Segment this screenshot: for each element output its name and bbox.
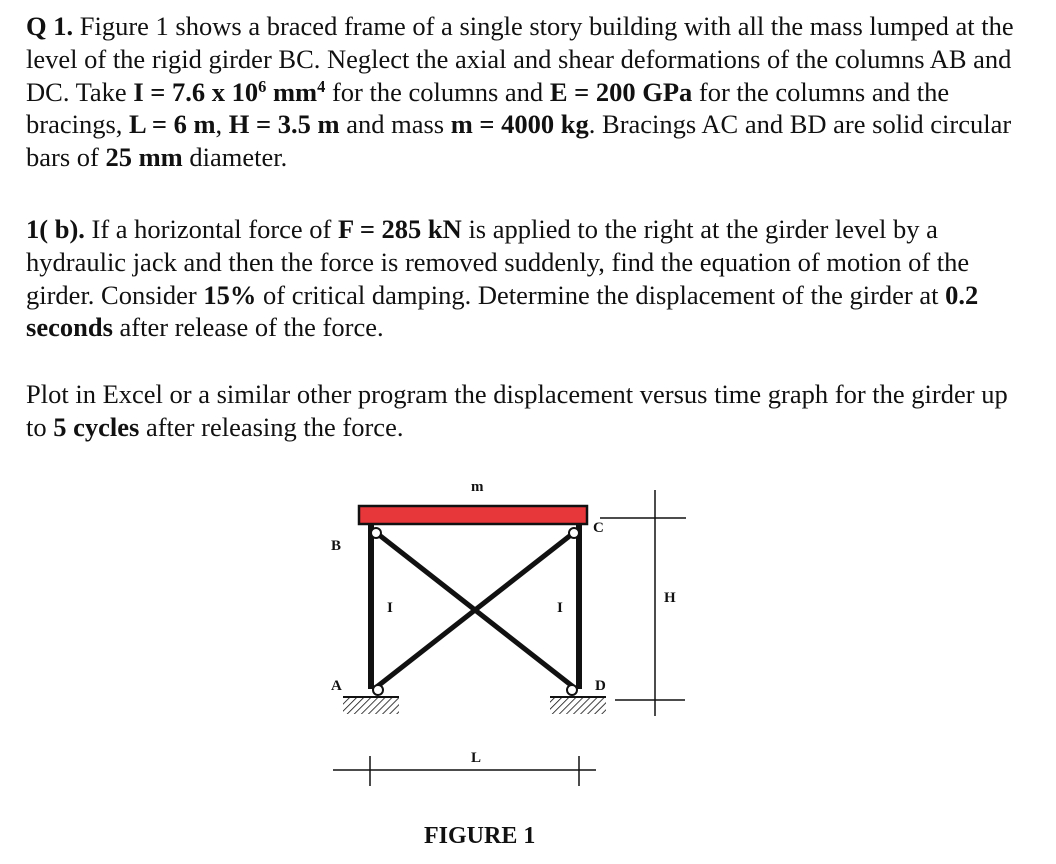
label-inertia-right: I (557, 600, 563, 616)
label-height: H (664, 590, 676, 606)
question-1b-paragraph: 1( b). If a horizontal force of F = 285 kN is applied to the right at the girder level by a hydraulic jack and then the force is removed suddenly, find the equation of motion of the girder. Consider 15% of critical damping. Determine the displacement of the girder at 0.2 seconds after release of the force. (26, 214, 979, 343)
column-ab (368, 524, 374, 689)
elastic-modulus-value: E = 200 GPa (549, 76, 693, 107)
mass-value: m = 4000 kg (450, 109, 589, 140)
label-b: B (331, 538, 342, 554)
length-dimension (333, 756, 596, 786)
q1-text-7: diameter. (182, 142, 288, 173)
label-inertia-left: I (387, 600, 393, 616)
question-1-paragraph: Q 1. Figure 1 shows a braced frame of a single story building with all the mass lumped at the level of the rigid girder BC. Neglect the axial and shear deformations of the columns AB and DC. Take I = 7.6 x $10^6$ $mm^4$ for the columns and E = 200 GPa for the columns and the bracings, L = 6 m, H = 3.5 m and mass m = 4000 kg. Bracings AC and BD are solid circular bars of 25 mm diameter. (26, 11, 1014, 173)
support-d (550, 697, 606, 714)
joint-c (569, 528, 579, 538)
label-d: D (595, 678, 606, 694)
joint-d (567, 685, 577, 695)
label-mass: m (471, 479, 484, 495)
length-value: L = 6 m (129, 109, 216, 140)
plot-instruction-paragraph: Plot in Excel or a similar other program the displacement versus time graph for the girder up to 5 cycles after releasing the force. (26, 379, 1008, 442)
height-value: H = 3.5 m (228, 109, 340, 140)
time-value: 0.2 seconds (26, 279, 979, 343)
label-length: L (471, 750, 482, 766)
damping-value: 15% (203, 279, 257, 310)
diameter-value: 25 mm (105, 142, 183, 173)
label-a: A (331, 678, 342, 694)
q1-text-6: . Bracings AC and BD are solid circular bars of (26, 109, 1012, 173)
label-c: C (593, 520, 604, 536)
q1-text-1: Figure 1 shows a braced frame of a single story building with all the mass lumped at the level of the rigid girder BC. Neglect the axial and shear deformations of the columns AB and DC. Take (26, 11, 1014, 107)
force-value: F = 285 kN (338, 214, 462, 244)
question-1b-label: 1( b). (26, 214, 85, 244)
cycles-value: 5 cycles (53, 411, 140, 442)
column-dc (576, 524, 582, 689)
question-1-label: Q 1. (26, 11, 74, 41)
girder-bc (359, 506, 587, 524)
q1-text-3: for the columns and the bracings, (26, 76, 950, 140)
joint-b (371, 528, 381, 538)
joint-a (373, 685, 383, 695)
q1-text-2: for the columns and (325, 76, 550, 107)
moment-of-inertia-value: I = 7.6 x $10^6$ $mm^4$ (133, 76, 326, 107)
q1-text-5: and mass (339, 109, 451, 140)
figure-caption: FIGURE 1 (424, 823, 536, 849)
support-a (343, 697, 399, 714)
